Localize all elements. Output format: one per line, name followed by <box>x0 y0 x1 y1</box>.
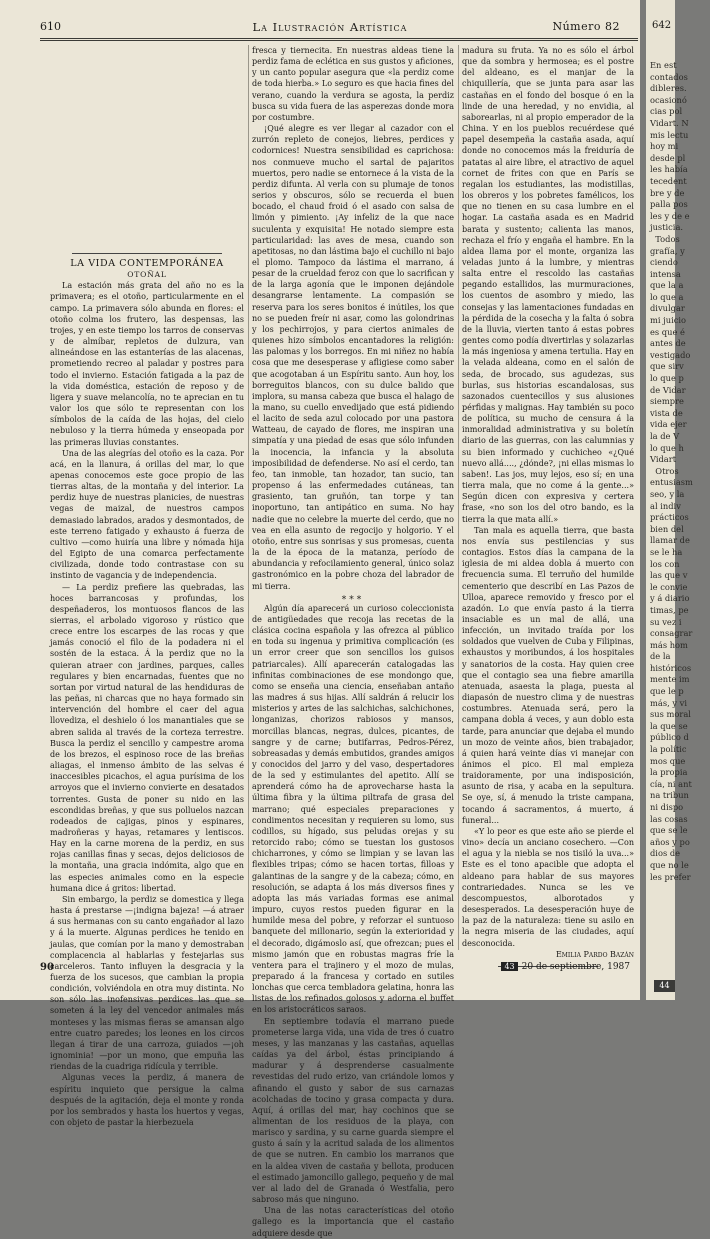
page-footer <box>40 962 638 976</box>
footer-badge: 43 <box>501 962 517 971</box>
page-header <box>40 20 620 34</box>
author-signature: Emilia Pardo Bazán <box>555 949 634 959</box>
header-rule <box>40 38 638 39</box>
article-title: LA VIDA CONTEMPORÁNEA <box>70 258 224 269</box>
paragraph: Sin embargo, la perdiz se domestica y llega hasta á prestarse —¡indigna bajeza! —á atraer á sus hermanas con su canto engañador al lazo y á la muerte. Algunas perdices he tenido en jaulas, que comían por la mano y demostraban complacencia al hablarlas y festejarlas sus carceleros. Tanto influyen la desgracia y la fuerza de los sucesos, que cambian la propia condición, volviéndola en otra muy distinta. No son sólo las inofensivas perdices las que se someten á la ley del vencedor animales más monteses y las mismas fieras se amansan algo entre cuatro paredes; los leones en los circos llegan á tirar de una carroza, guiados —¡oh ignominia! —por un mono, que empuña las riendas de la cuadriga ridícula y terrible. <box>50 894 244 1072</box>
paragraph: La estación más grata del año no es la primavera; es el otoño, particularmente en el campo. La primavera sólo abunda en flores: el otoño colma los frutero, las despensas, las trojes, y en este tiempo los tarros de conservas y de almíbar, repletos de dulzura, van alineándose en las estanterías de las alacenas, prometiendo recreo al paladar y postres para todo el invierno. Estación fatigada a la paz de la vida doméstica, estación de reposo y de ligera y suave melancolía, no te aprecian en tu valor los que sólo te representan con los símbolos de la caída de las hojas, del cielo nebuloso y la tierra húmeda y enseopada por las primeras lluvias constantes. <box>50 281 244 447</box>
footer-date-block <box>501 962 630 972</box>
paragraph: Una de las notas características del otoño gallego es la importancia que el castaño adquiere desde que <box>252 1206 454 1238</box>
header-title: La Ilustración Artística <box>252 20 408 34</box>
paragraph: En septiembre todavía el marrano puede prometerse larga vida, una vida de tres ó cuatro meses, y las manzanas y las castañas, aquellas caídas ya del árbol, éstas principiando á madurar y á desprenderse casualmente revestidas del rudo erizo, van criándole lomos y afinando el gusto y sabor de sus carnazas acolchadas de tocino y grasa compacta y dura. Aquí, á orillas del mar, hay cochinos que se alimentan de los residuos de la playa, con marisco y sardina, y su carne guarda siempre el gusto á saín y la acritud salada de los alimentos de que se nutren. En cambio los marranos que en la aldea viven de castaña y bellota, producen el estimado jamoncillo gallego, pequeño y de mal ver al lado del de Granada ó Westfalia, pero sabroso más que ninguno. <box>252 1016 454 1205</box>
paragraph: — La perdiz prefiere las quebradas, las hoces barrancosas y profundas, los despeñaderos, los montuosos flancos de las sierras, el arbolado vigoroso y rústico que crece entre los escarpes de las rocas y que jamás conoció el filo de la podadera ni el sostén de la estaca. Á la perdiz que no la quieran atraer con jardines, parques, calles regulares y bien encarnadas, fuentes que no sortan por virtud natural de las hendiduras de las peñas, ni charcas que no haya formado sin intervención del hombre el caer del agua llovediza, el deshielo ó los manantiales que se abren salida al través de la corteza terrestre. Busca la perdiz el sencillo y campestre aroma de los brezos, el espinoso roce de las breñas aliagas, el inmenso ámbito de las selvas é inaccesibles picachos, el agua purísima de los arroyos que el invierno convierte en desatados torrentes. Gusta de poner su nido en las escondidas breñas, y que sus polluelos nazcan rodeados de cajigas, pinos y espinares, madroñeras y hayas, retamares y lentiscos. Hay en la carne morena de la perdiz, en sus rojas canillas finas y secas, dejos deliciosos de la montaña, una gracia indómita, algo que en las especies animales como en la especie humana dice á gritos: libertad. <box>50 582 244 893</box>
section-break-asterisks: ⁎⁎⁎ <box>341 591 365 602</box>
paragraph: fresca y tiernecita. En nuestras aldeas tiene la perdiz fama de eclética en sus gustos y aficiones, y un canto popular asegura que «la perdiz come de toda hierba.» Lo seguro es que hacia fines del verano, cuando la verdura se agosta, la perdiz busca su vida fuera de las asperezas donde mora por costumbre. <box>252 46 454 122</box>
paragraph: ¡Qué alegre es ver llegar al cazador con el zurrón repleto de conejos, liebres, perdices y codornices! Nuestra sensibilidad es caprichosa: nos conmueve mucho el sartal de pajaritos muertos, pero nadie se entornece á la vista de la perdiz difunta. Al verla con su plumaje de tonos serios y obscuros, sólo se recuerda el buen bocado, el chaud froid ó el asado con salsa de limón y pimiento. ¡Ay infeliz de la que nace suculenta y exquisita! He notado siempre esta particularidad: las aves de mesa, cuando son apetitosas, no dan lástima bajo el cuchillo ni bajo el plomo. Tampoco da lástima el marrano, á pesar de la crueldad feroz con que lo sacrifican y de la larga agonía que le imponen dejándole desangrarse lentamente. La compasión se reserva para los seres bonitos é inútiles, los que no se pueden freír ni asar, como las golondrinas y los pechirrojos, y para ciertos animales de quienes hizo símbolos encantadores la religión: las palomas y los borregos. En mi niñez no había cosa que me desesperase y afligiese como saber que acogotaban á un Espíritu santo. Aun hoy, los borreguitos blancos, con su dulce balido que implora, su mansa cabeza que busca el halago de la mano, su cuello envedijado que está pidiendo el lacito de seda azul colocado por una pastora Watteau, de cayado de flores, me inspiran una simpatía y una piedad de esas que sólo infunden la inocencia, la infancia y la absoluta imposibilidad de defenderse. No así el cerdo, tan feo, tan inmoble, tan hozador, tan sucio, tan propenso á las enfermedades cutáneas, tan grasiento, tan gruñón, tan torpe y tan inoportuno, tan antipático en suma. No hay nadie que no celebre la muerte del cerdo, que no vea en ella asunto de regocijo y holgorio. Y el otoño, entre sus sonrisas y sus promesas, cuenta la de la época de la matanza, período de abundancia y refocilamiento general, único solaz gastronómico en la pobre choza del labrador de mi tierra. <box>252 124 455 591</box>
adjacent-page-badge: 44 <box>654 980 675 992</box>
header-rule-secondary <box>40 40 638 41</box>
header-page-number: 610 <box>40 20 61 33</box>
paragraph: «Y lo peor es que este año se pierde el vino» decía un anciano cosechero. —Con el agua y la niebla se nos tisiló la uva...» Este es el tono apacible que adopta el aldeano para hablar de sus mayores contrariedades. Nunca se les ve descompuestos, alborotados y desesperados. La desesperación huye de la paz de la naturaleza: tiene su asilo en la negra miseria de las ciudades, aquí desconocida. <box>462 826 634 948</box>
paragraph: madura su fruta. Ya no es sólo el árbol que da sombra y hermosea; es el postre del aldeano, es el manjar de la chiquillería, que se junta para asar las castañas en el fondo del bosque ó en la linde de una heredad, y no envidia, al saborearlas, ni al propio emperador de la China. Y en los pueblos recuérdese qué papel desempeña la castaña asada, aquí donde no conocemos más la freiduría de patatas al aire libre, el atractivo de aquel cornet de frites con que en París se regalan los estudiantes, las modistillas, los obreros y los pobretes famélicos, los que no tienen en su casa lumbre en el hogar. La castaña asada es en Madrid barata y sustento; calienta las manos, rechaza el frío y engaña el hambre. En la aldea llama por el monte, organiza las veladas junto á la lumbre, y mientras salta entre el rescoldo las castañas pegando estallidos, las murmuraciones, los cuentos de asombro y miedo, las consejas y las lamentaciones fundadas en la pérdida de la cosecha y la falta ó sobra de la lluvia, vierten tanto á estas pobres gentes como podía divertirlas y solazarlas la más ingeniosa y amena tertulia. Hay en la velada aldeana, como en el salón de seda, de brocado, sus agudezas, sus burlas, sus historias escandalosas, sus sazonados cuentecillos y sus alusiones pérfidas y malignas. Hay también su poco de política, su mucho de censura á la inmoralidad administrativa y su boletín diario de las guerras, con las calumnias y su bien informado y cuchicheo «¿Qué nuevo allá...., ¿dónde?, ¡ni ellas mismas lo saben!. Las jos, muy lejos, eso sí; en una tierra mala, que no come á la gente...» Según dicen con expresiva y certera frase, «no son los del otro bando, es la tierra la que mata allí.» <box>462 46 634 524</box>
adjacent-page-edge <box>646 0 693 1000</box>
column-divider <box>458 45 459 950</box>
article-column-2 <box>252 45 455 1238</box>
footer-page-number: 90 <box>40 962 54 973</box>
article-column-3 <box>462 45 634 959</box>
paragraph: Algunas veces la perdiz, á manera de espíritu inquieto que persigue la calma después de la agitación, deja el monte y ronda por los sembrados y hasta los huertos y vegas, con objeto de pastar la hierbezuela <box>50 1073 244 1128</box>
article-column-1 <box>50 258 244 1128</box>
paragraph: Una de las alegrías del otoño es la caza. Por acá, en la llanura, á orillas del mar, lo que apenas conocemos este goce propio de las tierras altas, de la montaña y del interior. La perdiz huye de nuestras planicies, de nuestras vegas de maizal, de nuestros campos demasiado labrados, arados y desmontados, de este terreno fatigado y exhausto á fuerza de cultivo —como huiría una libre y nómada hija del Egipto de una comarca perfectamente civilizada, donde todo contrastase con su instinto de vagancia y de independencia. <box>50 448 244 581</box>
header-issue-number: Número 82 <box>552 20 620 33</box>
section-rule <box>72 253 222 254</box>
article-subtitle: OTOÑAL <box>127 270 167 280</box>
footer-date: 20 de septiembre, 1987 <box>521 962 630 972</box>
adjacent-page-number: 642 <box>652 20 672 31</box>
adjacent-page-text: En est contados dibleres. ocasionó cias pol Vidart. N mis lectu hoy mi desde pl les había tecedent bre y de palla pos les y de e justicia. Todos grafía, y ciendo intensa que la a lo que a divulgar mi juicio es que é antes de vestigado que sirv lo que p de Vidar siempre vista de vida ejer la de V lo que h Vidart Otros entusiasm seo, y la al indiv prácticos bien del llamar de se le ha los con las que v le convie y á diario timas, pe su vez i consagrar más hom de la históricos mente im que le p más, y vi sus moral la que se público d la polític mos que la propia cía, ni ant na tribun ni dispo las cosas que se le años y po dios de que no le les prefer <box>650 60 693 882</box>
paragraph: Tan mala es aquella tierra, que basta nos envía sus pestilencias y sus contagios. Estos días la campana de la iglesia de mi aldea dobla á muerto con frecuencia suma. El terruño del humilde cementerio que describí en Las Pazos de Ulloa, aparece removido y fresco por el azadón. Lo que envía pasto á la tierra insaciable es un mal de allá, una infección, un invitado traída por los soldados que vuelven de Cuba y Filipinas, exhaustos y moribundos, á los hospitales y sanatorios de la costa. Hay quien cree que el contagio sea una fiebre amarilla atenuada, asaesta la plaga, puesta al diapasón de nuestro clima y de nuestras costumbres. Atenuada será, pero la campana dobla á veces, y aun doblo esta tarde, para anunciar que dejaba el mundo un mozo de veinte años, bien trabajador, á quien hará veinte días vi manejar con ánimos el pico. El mal empieza traidoramente, por una indisposición, asunto de risa, y acaba en la sepultura. Se oye, sí, á menudo la triste campana, tocando á sacramentos, á muerto, á funeral... <box>462 525 634 825</box>
paragraph: Algún día aparecerá un curioso coleccionista de antigüedades que recoja las recetas de la clásica cocina española y las ofrezca al público en toda su ingenua y primitiva complicación (es un error creer que son sencillos los guisos patriarcales). Allí aparecerán catalogadas las infinitas combinaciones de ese mondongo que, como se enseña una ciencia, enseñaban antaño las madres á sus hijas. Allí saldrán á relucir los misterios y artes de las salchichas, salchichones, longanizas, chorizos rabiosos y mansos, morcillas blancas, negras, dulces, picantes, de sangre y de carne; butifarras, Pedros-Pérez, sobreasadas y demás embutidos, grandes amigos y conocidos del jarro y del vaso, despertadores de la sed y estimulantes del apetito. Allí se aprenderá cómo ha de aprovecharse hasta la última fibra y la última piltrafa de grasa del marrano; qué especiales preparaciones y condimentos necesitan y requieren su lomo, sus codillos, su hígado, sus peludas orejas y su retorcido rabo; cómo se tuestan los gustosos chicharrones, y cómo se limpian y se lavan las flexibles tripas; cómo se hacen tortas, filloas y galantinas de la sangre y de la cabeza; cómo, en resolución, se adapta á los más diversos fines y adopta las más variadas formas ese animal impuro, cuyos restos pueden figurar en la humilde mesa del pobre, y reforzar el suntuoso banquete del millonario, según la exterioridad y el decorado, digámoslo así, que ofrezcan; pues el mismo jamón que en robustas magras fríe la ventera para el trajinero y el mozo de mulas, preparado á la francesa y cortado en sutiles lonchas que cerca tembladora gelatina, honra las listas de los refinados golosos y adorna el buffet en los aristocráticos saraos. <box>252 603 454 1015</box>
column-divider <box>248 45 249 950</box>
